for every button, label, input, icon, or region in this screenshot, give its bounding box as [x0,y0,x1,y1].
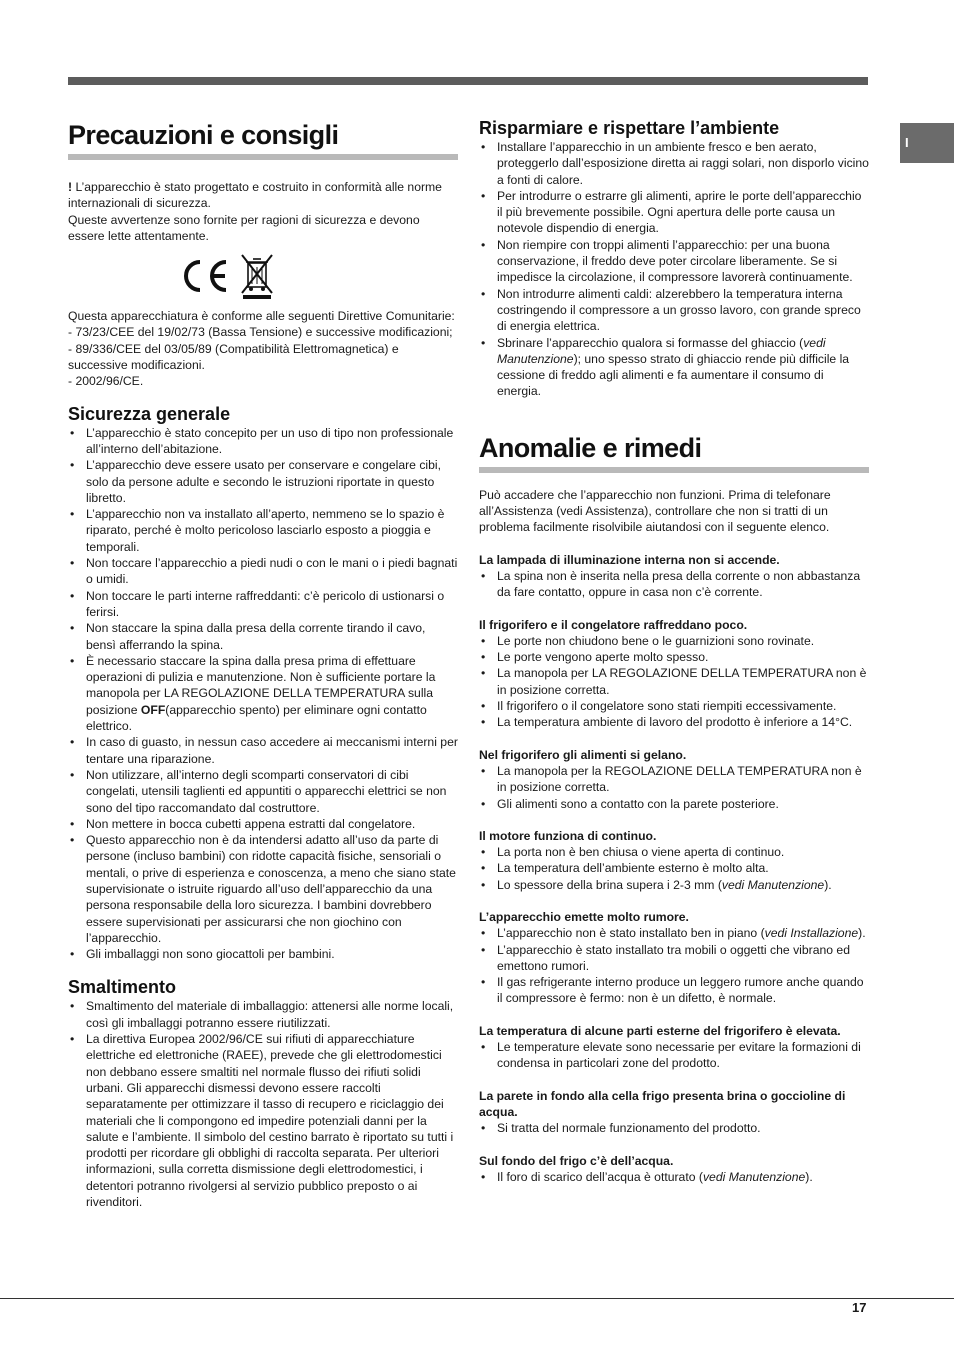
issue-list [479,844,869,893]
trouble-intro: Può accadere che l’apparecchio non funzioni. Prima di telefonare all’Assistenza (vedi Assistenza), controllare che non si tratti di un problema facilmente risolvibile aiutandosi con il seguente elenco. [479,487,831,535]
list-item: • La temperatura dell’ambiente esterno è molto alta. [479,860,869,876]
list-item: • Smaltimento del materiale di imballaggio: attenersi alle norme locali, così gli imballaggi potranno essere riutilizzati. [68,998,458,1031]
issue-title: Sul fondo del frigo c’è dell’acqua. [479,1153,674,1168]
directive-line: Questa apparecchiatura è conforme alle seguenti Direttive Comunitarie: [68,309,455,324]
list-item: • Le temperature elevate sono necessarie per evitare la formazioni di condensa in particolari zone del prodotto. [479,1039,869,1072]
list-item: • L’apparecchio è stato concepito per un uso di tipo non professionale all’interno dell’abitazione. [68,425,458,458]
list-item: • Gli imballaggi non sono giocattoli per bambini. [68,946,458,962]
issue-list [479,1039,869,1072]
issue-title: La parete in fondo alla cella frigo presenta brina o goccioline di acqua. [479,1088,846,1119]
save-list [479,139,869,400]
crossed-bin-icon [240,253,274,299]
directive-line: - 73/23/CEE del 19/02/73 (Bassa Tensione) e successive modificazioni; [68,325,453,340]
list-item: • Sbrinare l’apparecchio qualora si formasse del ghiaccio (vedi Manutenzione); uno spesso strato di ghiaccio rende più difficile la cessione di freddo agli alimenti e fa aumentare il consumo di energia. [479,335,869,400]
ce-mark-icon [180,258,232,294]
page-number: 17 [852,1300,867,1315]
issue-list [479,568,869,601]
issue-title: La lampada di illuminazione interna non si accende. [479,552,780,567]
list-item: • Non utilizzare, all’interno degli scomparti conservatori di cibi congelati, utensili taglienti ed appuntiti o apparecchi elettrici se non sono del tipo raccomandato dal costruttore. [68,767,458,816]
top-rule [68,77,868,85]
list-item: • Non staccare la spina dalla presa della corrente tirando il cavo, bensì afferrando la spina. [68,620,458,653]
list-item: • L’apparecchio non va installato all’aperto, nemmeno se lo spazio è riparato, perché è molto pericoloso lasciarlo esposto a pioggia e temporali. [68,506,458,555]
title-precautions: Precauzioni e consigli [68,118,458,160]
issue-title: L’apparecchio emette molto rumore. [479,909,689,924]
issue-title: Il motore funziona di continuo. [479,828,657,843]
list-item: • L’apparecchio deve essere usato per conservare e congelare cibi, solo da persone adulte e secondo le istruzioni riportate in questo libretto. [68,457,458,506]
list-item: • Non mettere in bocca cubetti appena estratti dal congelatore. [68,816,458,832]
list-item: • In caso di guasto, in nessun caso accedere ai meccanismi interni per tentare una riparazione. [68,734,458,767]
list-item: • Le porte non chiudono bene o le guarnizioni sono rovinate. [479,633,869,649]
list-item: • Le porte vengono aperte molto spesso. [479,649,869,665]
list-item: • La manopola per LA REGOLAZIONE DELLA TEMPERATURA non è in posizione corretta. [479,665,869,698]
heading-disposal: Smaltimento [68,977,177,998]
list-item: • La manopola per la REGOLAZIONE DELLA TEMPERATURA non è in posizione corretta. [479,763,869,796]
list-item: • Non toccare l’apparecchio a piedi nudi o con le mani o i piedi bagnati o umidi. [68,555,458,588]
footer-rule [0,1298,954,1299]
list-item: • La temperatura ambiente di lavoro del prodotto è inferiore a 14°C. [479,714,869,730]
list-item: • L’apparecchio è stato installato tra mobili o oggetti che vibrano ed emettono rumori. [479,942,869,975]
intro-paragraph-2: Queste avvertenze sono fornite per ragioni di sicurezza e devono essere lette attentamente. [68,212,420,243]
list-item: • Per introdurre o estrarre gli alimenti, aprire le porte dell’apparecchio il più brevemente possibile. Ogni apertura delle porte causa un notevole dispendio di energia. [479,188,869,237]
list-item: • Non introdurre alimenti caldi: alzerebbero la temperatura interna costringendo il compressore a un grosso lavoro, con grande spreco di energia elettrica. [479,286,869,335]
issue-title: Nel frigorifero gli alimenti si gelano. [479,747,687,762]
issue-title: Il frigorifero e il congelatore raffreddano poco. [479,617,748,632]
disposal-list [68,998,458,1210]
list-item: • Non riempire con troppi alimenti l’apparecchio: per una buona conservazione, il freddo deve poter circolare liberamente. Se si impedisce la circolazione, il compressore lavorerà continuamente. [479,237,869,286]
directive-line: - 89/336/CEE del 03/05/89 (Compatibilità Elettromagnetica) e successive modificazioni. [68,341,399,373]
list-item: • Il foro di scarico dell’acqua è otturato (vedi Manutenzione). [479,1169,869,1185]
heading-save-environment: Risparmiare e rispettare l’ambiente [479,118,780,138]
list-item: • La porta non è ben chiusa o viene aperta di continuo. [479,844,869,860]
list-item: • La direttiva Europea 2002/96/CE sui rifiuti di apparecchiature elettriche ed elettroniche (RAEE), prevede che gli elettrodomestici non debbano essere smaltiti nel normale flusso dei rifiuti solidi urbani. Gli apparecchi dismessi devono essere raccolti separatamente per ottimizzare il tasso di recupero e riciclaggio dei materiali che li compongono ed impedire potenziali danni per la salute e l’ambiente. Il simbolo del cestino barrato è riportato su tutti i prodotti per ricordare gli obblighi di raccolta separata. Per ulteriori informazioni, sulla corretta dismissione degli elettrodomestici, i detentori potranno rivolgersi al servizio pubblico preposto o ai rivenditori. [68,1031,458,1210]
list-item: • Lo spessore della brina supera i 2-3 mm (vedi Manutenzione). [479,877,869,893]
directive-line: - 2002/96/CE. [68,374,144,389]
title-troubleshooting: Anomalie e rimedi [479,431,869,473]
list-item: • Installare l’apparecchio in un ambiente fresco e ben aerato, proteggerlo dall’esposizione diretta ai raggi solari, non disporlo vicino a fonti di calore. [479,139,869,188]
list-item: • Questo apparecchio non è da intendersi adatto all’uso da parte di persone (incluso bambini) con ridotte capacità fisiche, sensoriali o mentali, o prive di esperienza e conoscenza, a meno che siano state supervisionate o istruite riguardo all’uso dell’apparecchio da una persona responsabile della loro sicurezza. I bambini dovrebbero essere supervisionati per assicurarsi che non giochino con l’apparecchio. [68,832,458,946]
list-item: • Il gas refrigerante interno produce un leggero rumore anche quando il compressore è fermo: non è un difetto, è normale. [479,974,869,1007]
issue-list [479,925,869,1006]
list-item: • Il frigorifero o il congelatore sono stati riempiti eccessivamente. [479,698,869,714]
issue-list [479,1120,869,1136]
list-item: • È necessario staccare la spina dalla presa prima di effettuare operazioni di pulizia e manutenzione. Non è sufficiente portare la manopola per LA REGOLAZIONE DELLA TEMPERATURA sulla posizione OFF(apparecchio spento) per eliminare ogni contatto elettrico. [68,653,458,734]
list-item: • Non toccare le parti interne raffreddanti: c’è pericolo di ustionarsi o ferirsi. [68,588,458,621]
issue-list [479,633,869,731]
conformity-marks [180,252,458,300]
safety-list [68,425,458,963]
language-tab: I [900,123,954,163]
right-column [479,118,869,1185]
list-item: • L’apparecchio non è stato installato ben in piano (vedi Installazione). [479,925,869,941]
intro-paragraph: ! L’apparecchio è stato progettato e costruito in conformità alle norme internazionali di sicurezza. [68,180,442,211]
warning-mark: ! [68,180,73,194]
directives-list [68,308,458,389]
issue-list [479,763,869,812]
list-item: • Gli alimenti sono a contatto con la parete posteriore. [479,796,869,812]
issue-title: La temperatura di alcune parti esterne del frigorifero è elevata. [479,1023,841,1038]
list-item: • La spina non è inserita nella presa della corrente o non abbastanza da fare contatto, oppure in casa non c’è corrente. [479,568,869,601]
left-column [68,118,458,1210]
issue-list [479,1169,869,1185]
list-item: • Si tratta del normale funzionamento del prodotto. [479,1120,869,1136]
heading-general-safety: Sicurezza generale [68,403,231,424]
